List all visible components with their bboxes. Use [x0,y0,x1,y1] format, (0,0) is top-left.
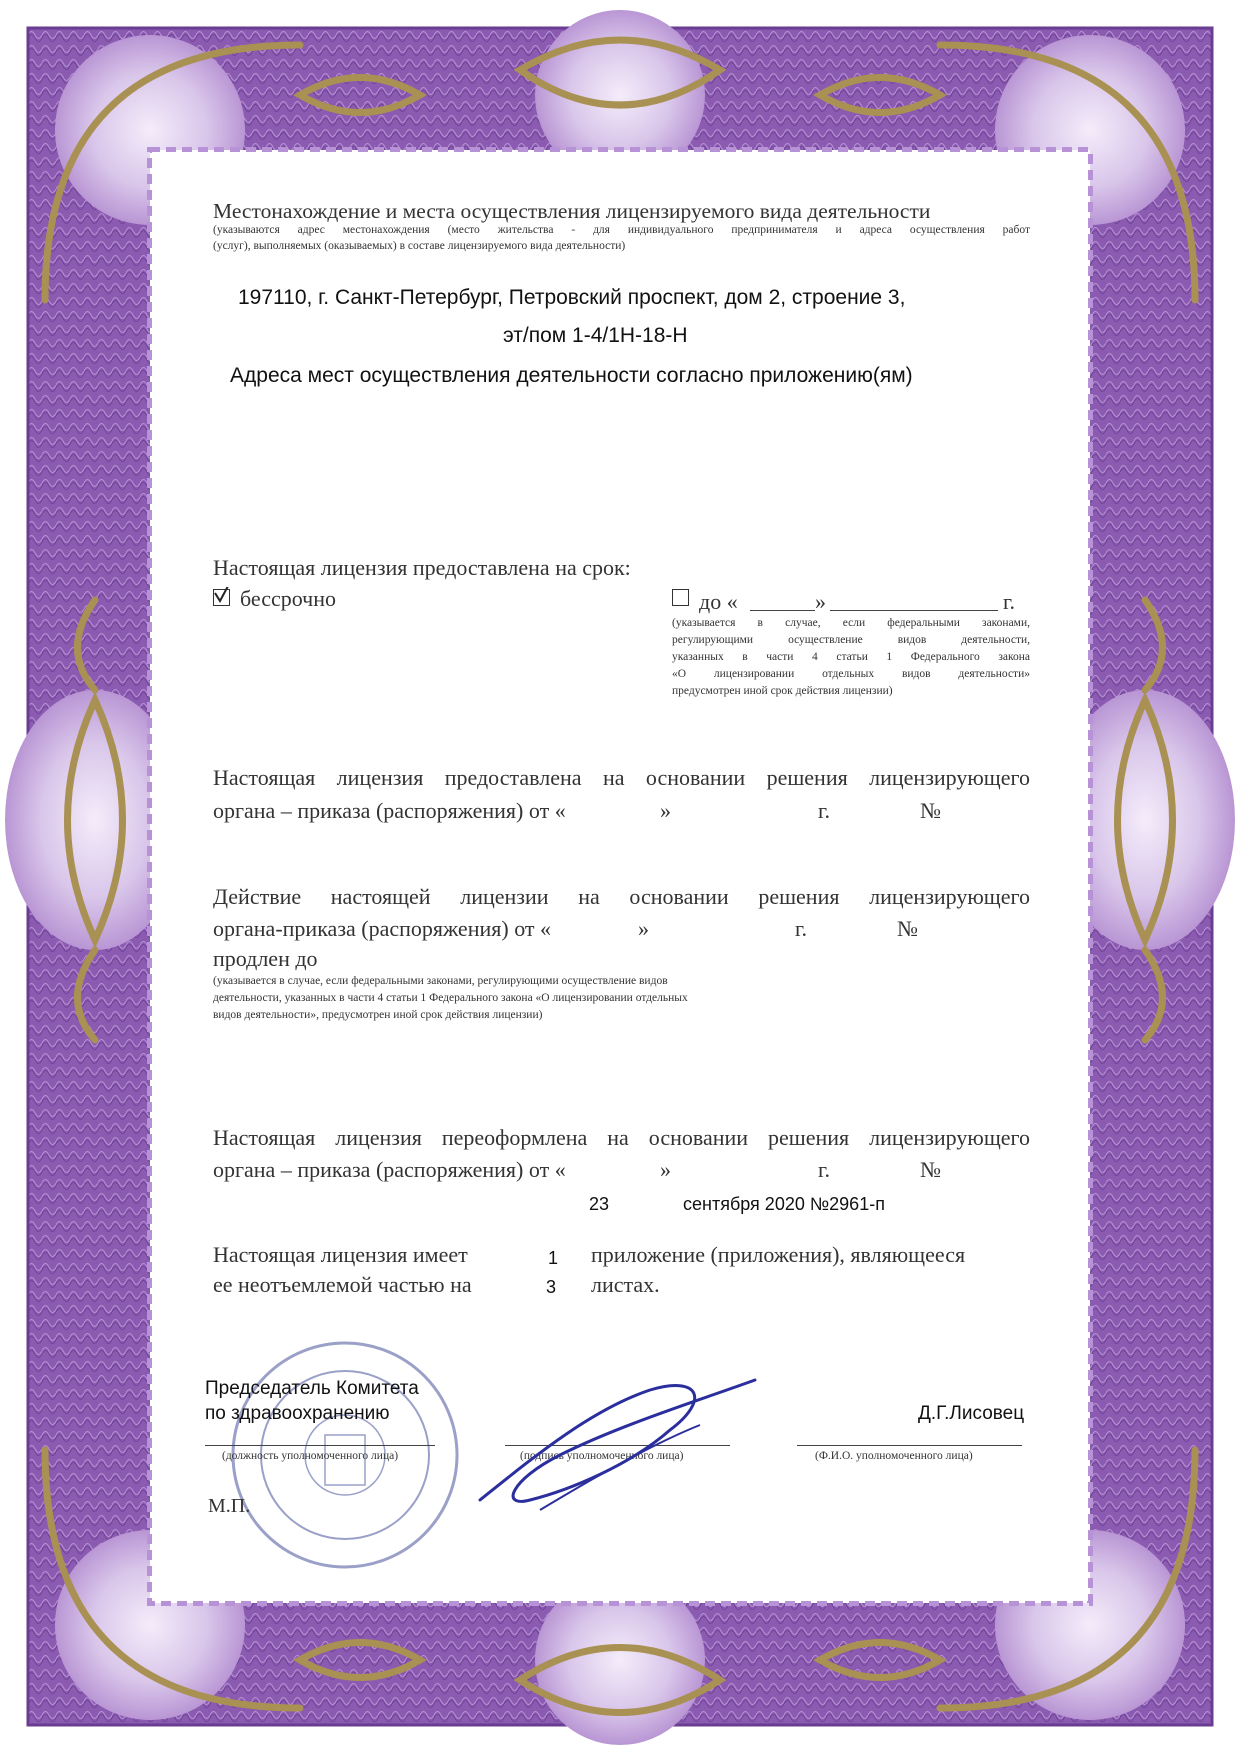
until-day-line [750,610,815,611]
until-year-label: г. [1003,589,1016,614]
extension-number-sign: № [897,916,918,941]
location-note-line-1: (указываются адрес местонахождения (место жительства - для индивидуального предпринимателя и адреса осуществления работ [213,224,1030,236]
address-line-2: эт/пом 1-4/1Н-18-Н [503,324,688,347]
basis-line-2: органа – приказа (распоряжения) от « [213,798,566,823]
signatory-position-line-2: по здравоохранению [205,1403,390,1424]
location-heading: Местонахождение и места осуществления лицензируемого вида деятельности [213,199,931,223]
basis-year: г. [818,798,831,823]
reissue-filled-day: 23 [589,1194,610,1214]
signature-caption: (подпись уполномоченного лица) [520,1450,684,1462]
basis-number-sign: № [920,798,941,823]
reissue-filled-date-number: сентября 2020 №2961-п [683,1194,885,1214]
extension-note-line-1: (указывается в случае, если федеральными законами, регулирующими осуществление видов [213,975,668,987]
basis-line-1: Настоящая лицензия предоставлена на основании решения лицензирующего [213,765,1030,790]
attachments-line-2-left: ее неотъемлемой частью на [213,1272,472,1297]
term-note-line-2: регулирующими осуществление видов деятельности, [672,634,1030,646]
extension-note-line-2: деятельности, указанных в части 4 статьи 1 Федерального закона «О лицензировании отдельных [213,992,688,1004]
extension-year: г. [795,916,808,941]
basis-quote-close: » [660,798,671,823]
location-note-line-2: (услуг), выполняемых (оказываемых) в составе лицензируемого вида деятельности) [213,240,626,252]
address-line-1: 197110, г. Санкт-Петербург, Петровский проспект, дом 2, строение 3, [238,286,906,309]
extension-line-3: продлен до [213,946,318,971]
name-caption: (Ф.И.О. уполномоченного лица) [815,1450,973,1462]
reissue-year: г. [818,1157,831,1182]
term-note-line-4: «О лицензировании отдельных видов деятельности» [672,668,1030,680]
reissue-number-sign: № [920,1157,941,1182]
attachments-count: 1 [548,1248,559,1268]
until-quote-close: » [815,589,826,614]
attachments-line-1-right: приложение (приложения), являющееся [591,1242,966,1267]
name-line [797,1445,1022,1446]
extension-line-1: Действие настоящей лицензии на основании решения лицензирующего [213,884,1030,909]
position-line [205,1445,435,1446]
position-caption: (должность уполномоченного лица) [222,1450,399,1462]
reissue-line-2: органа – приказа (распоряжения) от « [213,1157,566,1182]
attachments-line-1-left: Настоящая лицензия имеет [213,1242,468,1267]
until-checkbox[interactable] [672,589,689,606]
attachments-line-2-right: листах. [591,1272,660,1297]
until-label: до « [699,589,738,614]
indefinite-label: бессрочно [240,586,337,611]
term-heading: Настоящая лицензия предоставлена на срок: [213,555,631,580]
checkmark-icon [213,587,230,604]
reissue-quote-close: » [660,1157,671,1182]
term-note-line-1: (указывается в случае, если федеральными законами, [672,617,1030,629]
attachments-sheets: 3 [546,1277,557,1297]
until-date-line [830,610,998,611]
signatory-position-line-1: Председатель Комитета [205,1378,419,1399]
term-note-line-5: предусмотрен иной срок действия лицензии) [672,685,893,697]
term-note-line-3: указанных в части 4 статьи 1 Федерального закона [672,651,1030,663]
extension-note-line-3: видов деятельности», предусмотрен иной срок действия лицензии) [213,1009,543,1021]
extension-line-2: органа-приказа (распоряжения) от « [213,916,552,941]
extension-quote-close: » [638,916,649,941]
handwritten-signature [470,1370,770,1530]
indefinite-checkbox[interactable] [213,589,230,606]
signatory-name: Д.Г.Лисовец [918,1403,1025,1424]
reissue-line-1: Настоящая лицензия переоформлена на основании решения лицензирующего [213,1125,1030,1150]
stamp-place-label: М.П. [208,1495,251,1517]
address-line-3: Адреса мест осуществления деятельности согласно приложению(ям) [230,364,913,387]
